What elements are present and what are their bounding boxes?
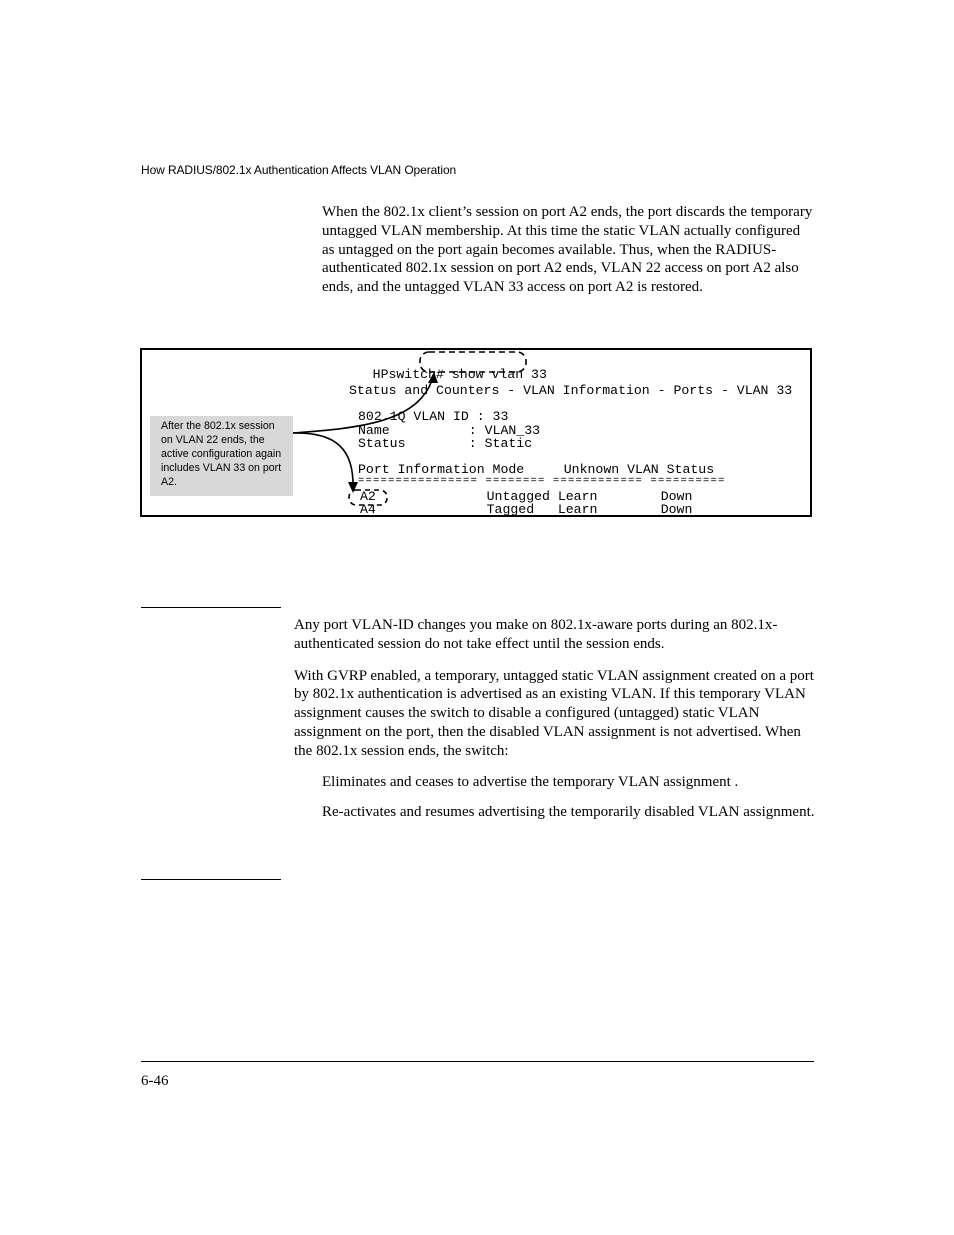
list-item: Eliminates and ceases to advertise the temporary VLAN assignment . — [322, 773, 739, 790]
note-bottom-rule — [141, 879, 281, 880]
note-paragraph-1: Any port VLAN-ID changes you make on 802.1x-aware ports during an 802.1x-authenticated session do not take effect until the session ends. — [294, 617, 778, 652]
status-line: Status : Static — [358, 436, 533, 451]
row-a4-values: Tagged Learn Down — [375, 502, 693, 517]
table-row — [360, 503, 692, 516]
cli-command: show vlan 33 — [451, 367, 547, 383]
intro-paragraph: When the 802.1x client’s session on port A2 ends, the port discards the temporary untagged VLAN membership. At this time the static VLAN actually configured as untagged on the port again becomes available. Thus, when the RADIUS-authenticated 802.1x session on port A2 ends, VLAN 22 access on port A2 also ends, and the untagged VLAN 33 access on port A2 is restored. — [322, 204, 813, 296]
note-list — [294, 773, 818, 823]
arrowhead-port-a2 — [348, 482, 358, 493]
table-header: Port Information Mode Unknown VLAN Status — [358, 462, 715, 477]
port-a4: A4 — [360, 502, 376, 517]
cli-prompt: HPswitch# — [372, 367, 444, 383]
note-top-rule — [141, 607, 281, 608]
name-line: Name : VLAN_33 — [358, 423, 541, 438]
note-paragraph-2: With GVRP enabled, a temporary, untagged static VLAN assignment created on a port by 802.1x authentication is advertised as an existing VLAN. If this temporary VLAN assignment causes the switch to disable a configured (untagged) static VLAN assignment on the port, then the disabled VLAN assignment is not advertised. When the 802.1x session ends, the switch: — [294, 667, 814, 759]
footer-rule — [141, 1061, 814, 1062]
output-title: Status and Counters - VLAN Information - Ports - VLAN 33 — [349, 383, 793, 398]
arrow-to-port-a2 — [293, 433, 353, 488]
running-header: How RADIUS/802.1x Authentication Affects VLAN Operation — [141, 163, 457, 177]
page-number: 6-46 — [141, 1073, 169, 1089]
port-a2: A2 — [360, 489, 376, 504]
list-item: Re-activates and resumes advertising the temporarily disabled VLAN assignment. — [322, 804, 815, 821]
cli-figure — [140, 348, 812, 517]
callout-box: After the 802.1x session on VLAN 22 ends, the active configuration again includes VLAN 33 on port A2. — [150, 416, 293, 496]
vlan-id-line: 802.1Q VLAN ID : 33 — [358, 409, 509, 424]
row-a2-values: Untagged Learn Down — [375, 489, 693, 504]
note-section — [294, 616, 818, 834]
table-rule: ================ ======== ============ ========== — [358, 475, 726, 487]
